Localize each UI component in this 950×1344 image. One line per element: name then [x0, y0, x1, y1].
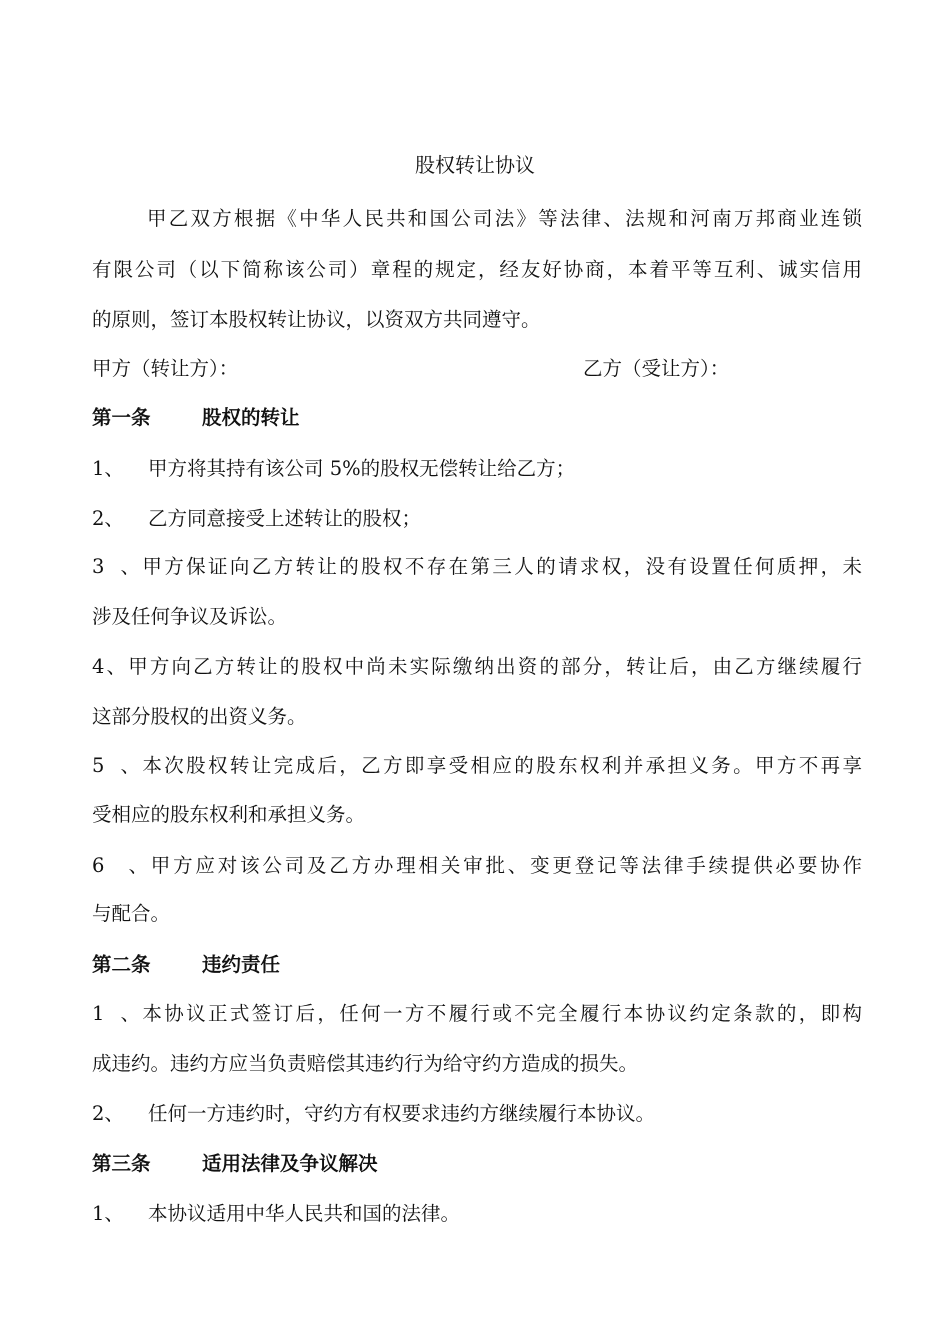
parties-row [92, 355, 862, 383]
item-text: 本次股权转让完成后，乙方即享受相应的股东权利并承担义务。甲方不再享 [140, 754, 862, 777]
item-number: 1、 [92, 457, 124, 480]
article-1-item-3-continuation: 涉及任何争议及诉讼。 [92, 605, 288, 628]
article-2-item-1 [92, 1000, 862, 1028]
item-number: 2、 [92, 507, 124, 530]
article-1-title: 股权的转让 [202, 406, 300, 429]
article-1-item-1 [92, 455, 862, 483]
article-3-item-1 [92, 1200, 862, 1228]
item-number: 6、 [92, 854, 148, 877]
article-2-title: 违约责任 [202, 953, 281, 976]
intro-line-1: 甲乙双方根据《中华人民共和国公司法》等法律、法规和河南万邦商业连锁 [147, 207, 862, 230]
article-1-item-6-continuation: 与配合。 [92, 902, 171, 925]
item-text: 本协议正式签订后，任何一方不履行或不完全履行本协议约定条款的，即构 [140, 1002, 862, 1025]
intro-line-2: 有限公司（以下简称该公司）章程的规定，经友好协商，本着平等互利、诚实信用 [92, 258, 862, 281]
article-2-item-1-continuation: 成违约。违约方应当负责赔偿其违约行为给守约方造成的损失。 [92, 1052, 639, 1075]
article-1-heading [92, 404, 862, 432]
item-text: 甲方应对该公司及乙方办理相关审批、变更登记等法律手续提供必要协作 [148, 854, 862, 877]
item-text: 甲方保证向乙方转让的股权不存在第三人的请求权，没有设置任何质押，未 [140, 555, 862, 578]
party-a-label: 甲方（转让方）： [92, 357, 239, 380]
party-b-label: 乙方（受让方）： [583, 357, 730, 380]
article-3-heading [92, 1150, 862, 1178]
article-1-item-5-continuation: 受相应的股东权利和承担义务。 [92, 803, 366, 826]
article-2-item-2 [92, 1100, 862, 1128]
article-1-item-5 [92, 752, 862, 780]
article-1-item-4 [92, 653, 862, 681]
item-text: 甲方将其持有该公司 5%的股权无偿转让给乙方； [148, 457, 576, 480]
item-number: 4、 [92, 655, 129, 678]
article-1-item-6 [92, 852, 862, 880]
item-number: 1、 [92, 1202, 124, 1225]
document-title: 股权转让协议 [415, 153, 535, 177]
article-1-number: 第一条 [92, 406, 151, 429]
item-number: 2、 [92, 1102, 124, 1125]
article-3-title: 适用法律及争议解决 [202, 1152, 378, 1175]
article-2-heading [92, 951, 862, 979]
item-number: 1、 [92, 1002, 140, 1025]
item-text: 任何一方违约时，守约方有权要求违约方继续履行本协议。 [148, 1102, 656, 1125]
article-2-number: 第二条 [92, 953, 151, 976]
article-1-item-4-continuation: 这部分股权的出资义务。 [92, 705, 307, 728]
item-number: 3、 [92, 555, 140, 578]
intro-line-3: 的原则，签订本股权转让协议，以资双方共同遵守。 [92, 308, 541, 331]
article-1-item-3 [92, 553, 862, 581]
item-number: 5、 [92, 754, 140, 777]
item-text: 本协议适用中华人民共和国的法律。 [148, 1202, 461, 1225]
item-text: 甲方向乙方转让的股权中尚未实际缴纳出资的部分，转让后，由乙方继续履行 [128, 655, 862, 678]
item-text: 乙方同意接受上述转让的股权； [148, 507, 422, 530]
article-3-number: 第三条 [92, 1152, 151, 1175]
article-1-item-2 [92, 505, 862, 533]
